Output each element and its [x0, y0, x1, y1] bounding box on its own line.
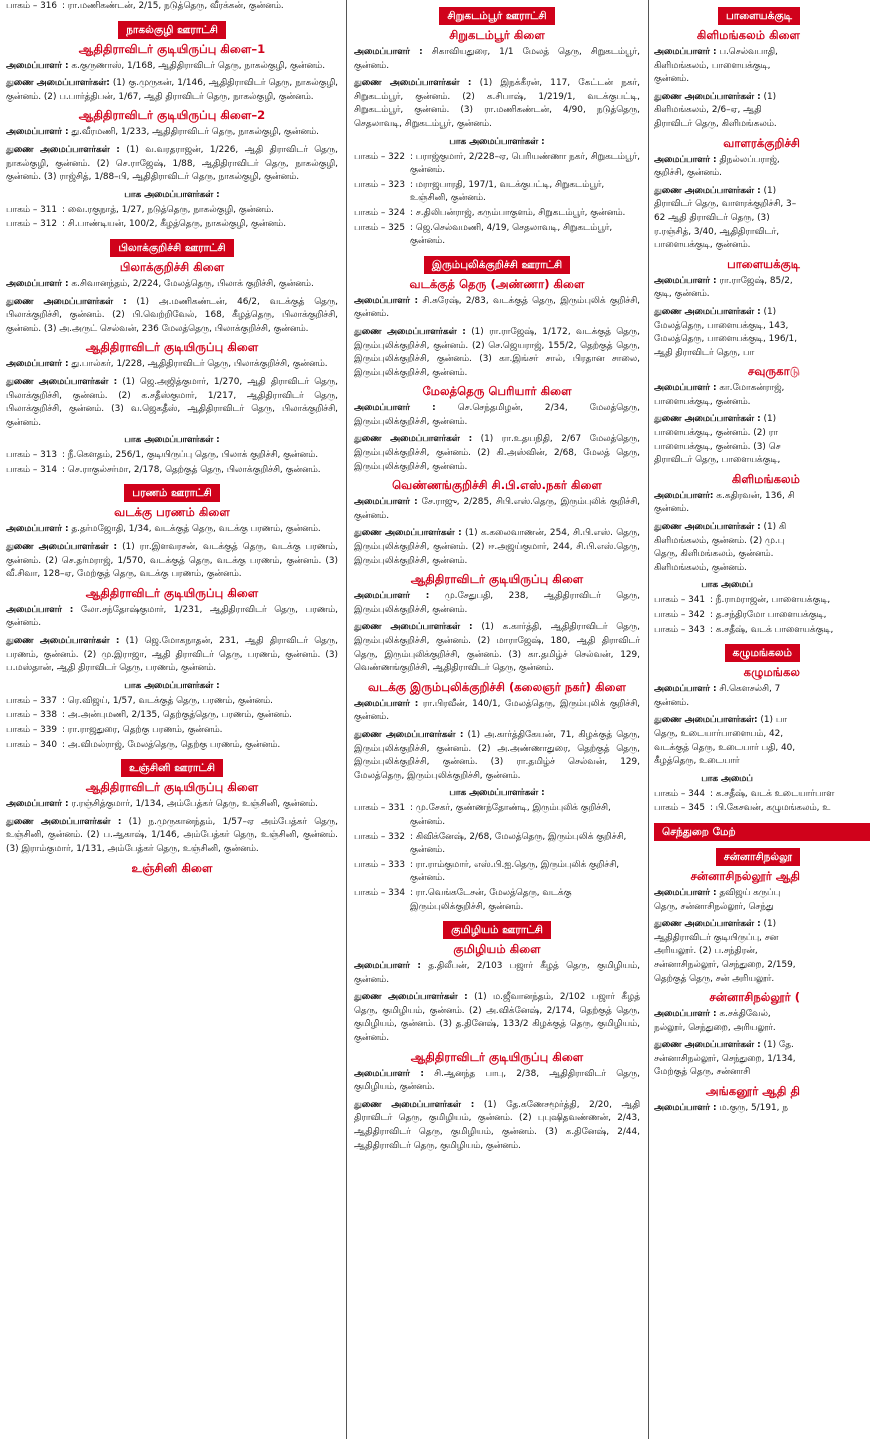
- branch-heading: பாளையக்குடி: [727, 256, 800, 271]
- organizer-entry: [6, 798, 338, 812]
- role-label: அமைப்பாளர் :: [6, 127, 69, 138]
- branch-heading: ஆதிதிராவிடர் குடியிருப்பு கிளை: [85, 780, 259, 795]
- branch-heading: ஆதிதிராவிடர் குடியிருப்பு கிளை: [410, 1049, 584, 1064]
- panchayat-banner: [654, 820, 874, 841]
- organizer-details: (1) ஜெ.மோகநாதன், 231, ஆதி திராவிடர் தெரு, பரணம், குன்னம். (2) மு.இராஜா, ஆதி திராவிடர் தெரு, பரணம், குன்னம். (3) ப.மஸ்தான், ஆதி திராவிடர் தெரு, பரணம், குன்னம்.: [6, 636, 338, 674]
- booth-organizer: : க.சதீஷ், வடக் பாளையக்குடி,: [710, 624, 834, 635]
- organizer-entry: [6, 296, 338, 337]
- organizer-details: (1) பாளையக்குடி, குன்னம். (2) ரா பாளையக்குடி, குன்னம். (3) செ திராவிடர் தெரு, பாளையக்குடி,: [654, 414, 781, 466]
- section-subheading: பாக அமைப்பாளர்கள் :: [124, 680, 220, 691]
- branch-heading: ஆதிதிராவிடர் குடியிருப்பு கிளை: [410, 572, 584, 587]
- booth-organizer: : ரா.ராம்குமார், எஸ்.பி.ஐ.தெரு, இரும்புலிக் குறிச்சி, குன்னம்.: [410, 859, 620, 884]
- branch-heading: ஆதிதிராவிடர் குடியிருப்பு கிளை: [85, 340, 259, 355]
- organizer-details: க.சிவானந்தம், 2/224, மேலத்தெரு, பிலாக் குறிச்சி, குன்னம்.: [68, 278, 314, 289]
- panchayat-banner: [654, 845, 800, 866]
- organizer-details: (1) திராவிடர் தெரு, வாளரக்குறிச்சி, 3–62 ஆதி திராவிடர் தெரு, (3) ர.ரஞ்சித், 3/40, ஆதிதிராவிடர், பாளையக்குடி, குன்னம்.: [654, 185, 797, 251]
- branch-heading: கிளிமங்கலம்: [731, 471, 800, 486]
- role-label: அமைப்பாளர் :: [6, 604, 74, 615]
- panchayat-banner: [6, 18, 338, 39]
- role-label: அமைப்பாளர் :: [654, 47, 717, 57]
- role-label: துணை அமைப்பாளர்கள்:: [6, 78, 110, 89]
- branch-heading: கழுமங்கல: [743, 665, 800, 680]
- organizer-entry: [354, 590, 640, 617]
- role-label: அமைப்பாளர் :: [654, 1103, 717, 1114]
- role-label: அமைப்பாளர் :: [354, 497, 418, 508]
- organizer-entry: [354, 698, 640, 725]
- organizer-details: க.கதிரவன், 136, சி குன்னம்.: [654, 490, 795, 515]
- organizer-details: க.சக்திவேல், நல்லூர், செந்துறை, அரியலூர்.: [654, 1009, 776, 1033]
- organizer-entry: [654, 1008, 800, 1035]
- organizer-entry: [6, 77, 338, 104]
- organizer-entry: [354, 1068, 640, 1095]
- booth-row: [354, 179, 640, 206]
- organizer-details: (1) கிளிமங்கலம், 2/6–ஏ, ஆதி திராவிடர் தெரு, கிளிமங்கலம்.: [654, 91, 777, 129]
- booth-row: [6, 204, 338, 218]
- booth-row: [354, 831, 640, 858]
- organizer-entry: [654, 382, 800, 409]
- panchayat-title: கழுமங்கலம்: [725, 644, 800, 662]
- column-divider: [346, 0, 347, 1439]
- role-label: துணை அமைப்பாளர்கள் :: [354, 528, 462, 539]
- organizer-details: (1) ரா.உதயநிதி, 2/67 மேலத்தெரு, இரும்புலிக்குறிச்சி, குன்னம். (2) கி.அஸ்வின், 2/68, மேலத் தெரு, இரும்புலிக்குறிச்சி, குன்னம்.: [354, 434, 640, 472]
- branch-heading: கிளிமங்கலம் கிளை: [696, 28, 800, 42]
- organizer-entry: [6, 635, 338, 676]
- role-label: துணை அமைப்பாளர்கள் :: [654, 414, 761, 425]
- role-label: அமைப்பாளர் :: [354, 591, 430, 602]
- section-subheading: பாக அமைப்: [701, 773, 753, 784]
- organizer-details: (1) ந.முருகானந்தம், 1/57–ஏ அம்பேத்கர் தெரு, உஞ்சினி, குன்னம். (2) ப.ஆகாஷ், 1/146, அம்பேத்கர் தெரு, உஞ்சினி, குன்னம். (3) இராம்குமார், 1/131, அம்பேத்கர் தெரு, உஞ்சினி, குன்னம்.: [6, 816, 338, 854]
- column-middle: [348, 0, 646, 1439]
- branch-heading: சன்னாசிநல்லூர் ஆதி: [690, 868, 800, 883]
- role-label: துணை அமைப்பாளர்கள் :: [6, 816, 122, 827]
- section-subheading: பாக அமைப்பாளர்கள் :: [449, 788, 545, 799]
- booth-number: பாகம் – 311: [6, 204, 58, 215]
- panchayat-title: நாகல்குழி ஊராட்சி: [118, 21, 226, 39]
- role-label: அமைப்பாளர் :: [6, 60, 69, 71]
- booth-organizer: : வை.ரகுநாத், 1/27, நடுத்தெரு, நாகல்குழி, குன்னம்.: [62, 204, 274, 215]
- organizer-details: கா.மோகன்ராஜ், பாளையக்குடி, குன்னம்.: [654, 383, 785, 407]
- organizer-details: ப.செல்வபாதி, கிளிமங்கலம், பாளையக்குடி, குன்னம்.: [654, 47, 778, 85]
- panchayat-banner: [354, 253, 640, 274]
- booth-number: பாகம் – 325: [354, 222, 406, 233]
- booth-row: [654, 609, 827, 623]
- booth-row: [6, 0, 338, 14]
- column-right: [650, 0, 835, 1439]
- panchayat-title: செந்துறை மேற்: [654, 823, 870, 841]
- panchayat-banner: [6, 756, 338, 777]
- organizer-details: (1) அ.கார்த்திகேயன், 71, கிழக்குத் தெரு, இரும்புலிக்குறிச்சி, குன்னம். (2) அ.அண்ணாதுரை, தெற்குத் தெரு, இரும்புலிக்குறிச்சி, குன்னம். (3) ரா.தமிழ்ச் செல்வன், 129, மேலத்தெரு, இரும்புலிக்குறிச்சி, குன்னம்.: [354, 729, 640, 781]
- role-label: துணை அமைப்பாளர்கள் :: [6, 296, 127, 307]
- branch-heading: ஆதிதிராவிடர் குடியிருப்பு கிளை: [85, 585, 259, 600]
- organizer-entry: [654, 1102, 800, 1116]
- branch-heading: ஆதிதிராவிடர் குடியிருப்பு கிளை–2: [78, 108, 266, 123]
- booth-organizer: : நீ.கௌதம், 256/1, குடியிருப்பு தெரு, பிலாக் குறிச்சி, குன்னம்.: [62, 450, 319, 461]
- role-label: அமைப்பாளர் :: [354, 1068, 424, 1079]
- booth-row: [654, 624, 834, 638]
- panchayat-banner: [654, 4, 800, 25]
- organizer-entry: [354, 326, 640, 380]
- organizer-details: ரா.ராஜேஷ், 85/2, குடி, குன்னம்.: [654, 275, 793, 300]
- organizer-entry: [6, 541, 338, 582]
- booth-row: [6, 695, 338, 709]
- role-label: துணை அமைப்பாளர்கள் :: [654, 185, 761, 196]
- organizer-entry: [354, 46, 640, 73]
- organizer-entry: [654, 683, 800, 710]
- booth-row: [654, 802, 831, 816]
- panchayat-title: சன்னாசிநல்லூ: [716, 848, 800, 866]
- panchayat-banner: [6, 481, 338, 502]
- organizer-entry: [654, 521, 800, 575]
- role-label: அமைப்பாளர் :: [6, 359, 69, 370]
- panchayat-title: குமிழியம் ஊராட்சி: [443, 921, 551, 939]
- role-label: துணை அமைப்பாளர்கள் :: [354, 1099, 475, 1110]
- role-label: துணை அமைப்பாளர்கள் :: [654, 1040, 761, 1051]
- organizer-entry: [654, 714, 800, 768]
- panchayat-title: பரணம் ஊராட்சி: [124, 484, 219, 502]
- organizer-details: சே.ராஜு, 2/285, சிபி.எஸ்.தெரு, இரும்புலிக் குறிச்சி, குன்னம்.: [354, 497, 640, 521]
- role-label: துணை அமைப்பாளர்கள் :: [354, 434, 473, 445]
- organizer-details: (1) க.கார்த்தி, ஆதிதிராவிடர் தெரு, இரும்புலிக்குறிச்சி, குன்னம். (2) மாராஜேஷ், 180, ஆதி திராவிடர் தெரு, இரும்புலிக்குறிச்சி, குன்னம். (3) கா.தமிழ்ச் செல்வன், 129, வெண்ணங்குறிச்சி, ஆதிதிராவிடர் தெரு, குன்னம்.: [354, 622, 640, 674]
- role-label: துணை அமைப்பாளர்கள் :: [354, 992, 468, 1003]
- organizer-details: ம.குரு, 5/191, ந: [716, 1103, 788, 1114]
- column-divider: [648, 0, 649, 1439]
- booth-row: [6, 218, 338, 232]
- booth-number: பாகம் – 343: [654, 624, 706, 635]
- branch-heading: மேலத்தெரு பெரியார் கிளை: [422, 384, 572, 399]
- role-label: துணை அமைப்பாளர்கள் :: [6, 636, 120, 647]
- booth-number: பாகம் – 340: [6, 739, 58, 750]
- organizer-entry: [654, 918, 800, 986]
- booth-row: [354, 222, 640, 249]
- organizer-details: து.பால்கர், 1/228, ஆதிதிராவிடர் தெரு, பிலாக்குறிச்சி, குன்னம்.: [68, 359, 328, 370]
- booth-row: [354, 802, 640, 829]
- organizer-entry: [354, 402, 640, 429]
- panchayat-banner: [354, 918, 640, 939]
- role-label: அமைப்பாளர்:: [654, 490, 714, 501]
- organizer-details: (1) மேலத்தெரு, பாளையக்குடி, 143, மேலத்தெரு, பாளையக்குடி, 196/1, ஆதி திராவிடர் தெரு, பா: [654, 306, 798, 358]
- branch-heading: வடக்கு பரணம் கிளை: [114, 505, 230, 520]
- booth-row: [354, 207, 640, 221]
- booth-row: [654, 594, 831, 608]
- panchayat-banner: [654, 641, 800, 662]
- booth-organizer: : த.சந்திரமோ பாளையக்குடி,: [710, 610, 827, 620]
- organizer-entry: [6, 816, 338, 857]
- role-label: துணை அமைப்பாளர்கள் :: [654, 919, 761, 930]
- booth-number: பாகம் – 314: [6, 464, 58, 475]
- organizer-details: த.தர்மஜோதி, 1/34, வடக்குத் தெரு, வடக்கு பரணம், குன்னம்.: [68, 524, 321, 535]
- booth-row: [354, 151, 640, 178]
- organizer-details: மு.சேதுபதி, 238, ஆதிதிராவிடர் தெரு, இரும்புலிக்குறிச்சி, குன்னம்.: [354, 591, 640, 615]
- role-label: துணை அமைப்பாளர்கள் :: [654, 306, 761, 317]
- role-label: அமைப்பாளர் :: [354, 961, 421, 972]
- role-label: அமைப்பாளர் :: [354, 698, 419, 709]
- role-label: துணை அமைப்பாளர்கள் :: [6, 144, 120, 155]
- organizer-details: சி.ஆனந்த பாபு, 2/38, ஆதிதிராவிடர் தெரு, குமிழியம், குன்னம்.: [354, 1068, 640, 1093]
- organizer-entry: [6, 60, 338, 74]
- organizer-details: த.திலீபன், 2/103 பஜார் கீழத் தெரு, குமிழியம், குன்னம்.: [354, 961, 640, 985]
- organizer-entry: [654, 490, 800, 517]
- organizer-entry: [654, 154, 800, 181]
- booth-number: பாகம் – 338: [6, 710, 58, 721]
- column-left: [0, 0, 344, 1439]
- organizer-entry: [654, 185, 800, 253]
- booth-organizer: : செ.ராகுல்சர்மா, 2/178, தெற்குத் தெரு, பிலாக்குறிச்சி, குன்னம்.: [62, 464, 321, 475]
- organizer-entry: [354, 729, 640, 783]
- branch-heading: வெண்ணங்குறிச்சி சி.பி.எஸ்.நகர் கிளை: [392, 478, 602, 493]
- organizer-entry: [654, 275, 800, 302]
- branch-heading: வடக்குத் தெரு (அண்ணா) கிளை: [409, 276, 585, 291]
- organizer-entry: [354, 496, 640, 523]
- organizer-entry: [6, 523, 338, 537]
- organizer-entry: [354, 960, 640, 987]
- booth-number: பாகம் – 345: [654, 803, 706, 814]
- role-label: அமைப்பாளர் :: [654, 1009, 717, 1020]
- organizer-entry: [6, 144, 338, 185]
- organizer-entry: [6, 126, 338, 140]
- branch-heading: வாளரக்குறிச்சி: [723, 135, 800, 150]
- role-label: துணை அமைப்பாளர்கள் :: [6, 376, 118, 387]
- organizer-details: திநல்லப்பராஜ், குறிச்சி, குன்னம்.: [654, 154, 780, 179]
- organizer-details: சி.சுரேஷ், 2/83, வடக்குத் தெரு, இரும்புலிக் குறிச்சி, குன்னம்.: [354, 295, 640, 320]
- role-label: துணை அமைப்பாளர்கள் :: [354, 622, 473, 633]
- organizer-details: லோ.சந்தோஷ்குமார், 1/231, ஆதிதிராவிடர் தெரு, பரணம், குன்னம்.: [6, 604, 338, 629]
- role-label: அமைப்பாளர் :: [6, 278, 69, 289]
- organizer-details: தவிஜய் கருப்பு தெரு, சன்னாசிநல்லூர், செந்து: [654, 887, 781, 912]
- booth-number: பாகம் – 332: [354, 831, 406, 842]
- organizer-entry: [354, 295, 640, 322]
- organizer-entry: [6, 376, 338, 430]
- panchayat-title: பாளையக்குடி: [718, 7, 800, 25]
- role-label: துணை அமைப்பாளர்கள் :: [354, 729, 464, 740]
- booth-number: பாகம் – 316: [6, 1, 58, 11]
- branch-heading: ஆதிதிராவிடர் குடியிருப்பு கிளை–1: [78, 41, 266, 56]
- booth-row: [6, 464, 338, 478]
- booth-number: பாகம் – 333: [354, 859, 406, 870]
- booth-organizer: : அ.அன்புமணி, 2/135, தெற்குத்தெரு, பரணம், குன்னம்.: [62, 710, 292, 721]
- booth-organizer: : அ.விமல்ராஜ், மேலத்தெரு, தெற்கு பரணம், குன்னம்.: [62, 739, 281, 750]
- booth-number: பாகம் – 331: [354, 803, 406, 814]
- organizer-entry: [354, 991, 640, 1045]
- organizer-details: (1) ரா.ராஜேஷ், 1/172, வடக்குத் தெரு, இரும்புலிக்குறிச்சி, குன்னம். (2) செ.ஜெயராஜ், 155/2, தெற்குத் தெரு, இரும்புலிக்குறிச்சி, குன்னம். (3) கா.இங்சர் சால், பிரதான சாலை, இரும்புலிக்குறிச்சி, குன்னம்.: [354, 326, 640, 378]
- organizer-details: து.வீரமணி, 1/233, ஆதிதிராவிடர் தெரு, நாகல்குழி, குன்னம்.: [68, 127, 319, 138]
- organizer-entry: [354, 77, 640, 131]
- organizer-details: (1) தே.கணேசமூர்த்தி, 2/20, ஆதி திராவிடர் தெரு, குமிழியம், குன்னம். (2) புபுஷிதவண்ணன், 2/43, ஆதிதிராவிடர் தெரு, குமிழியம், குன்னம். (3) க.தினேஷ், 2/44, ஆதிதிராவிடர் தெரு, குமிழியம், குன்னம்.: [354, 1099, 641, 1151]
- organizer-details: ரா.பிரவீன், 140/1, மேலத்தெரு, இரும்புலிக் குறிச்சி, குன்னம்.: [354, 698, 640, 723]
- organizer-entry: [354, 527, 640, 568]
- booth-number: பாகம் – 337: [6, 695, 58, 706]
- booth-organizer: : மராஜபாரதி, 197/1, வடக்குபட்டி, சிறுகடம்பூர், உஞ்சினி, குன்னம்.: [410, 179, 605, 204]
- organizer-details: (1) அ.மணிகண்டன், 46/2, வடக்குத் தெரு, பிலாக்குறிச்சி, குன்னம். (2) பி.வெற்றிவேல், 168, கீழத்தெரு, பிலாக்குறிச்சி, குன்னம். (3) அ.அருட் செல்வன், 236 மேலத்தெரு, பிலாக்குறிச்சி, குன்னம்.: [6, 296, 338, 334]
- role-label: அமைப்பாளர் :: [354, 403, 436, 414]
- booth-organizer: : கிவிக்னேஷ், 2/68, மேலத்தெரு, இரும்புலிக் குறிச்சி, குன்னம்.: [410, 831, 627, 856]
- booth-organizer: : மு.சேகர், குண்ணந்தோண்டி, இரும்புலிக் குறிச்சி, குன்னம்.: [410, 803, 611, 827]
- booth-organizer: : ரெ.விஜய், 1/57, வடக்குத் தெரு, பரணம், குன்னம்.: [62, 695, 273, 706]
- role-label: அமைப்பாளர் :: [654, 275, 717, 286]
- role-label: துணை அமைப்பாளர்கள்:: [654, 715, 758, 726]
- role-label: அமைப்பாளர் :: [654, 887, 717, 898]
- booth-number: பாகம் – 312: [6, 219, 58, 230]
- organizer-details: சி.கௌசல்சி, 7 குன்னம்.: [654, 684, 781, 708]
- organizer-entry: [6, 604, 338, 631]
- booth-organizer: : பராஜ்குமார், 2/228–ஏ, பெரியண்ணா நகர், சிறுகடம்பூர், குன்னம்.: [410, 151, 640, 176]
- booth-row: [6, 724, 338, 738]
- booth-number: பாகம் – 322: [354, 151, 406, 162]
- role-label: துணை அமைப்பாளர்கள் :: [654, 91, 761, 102]
- panchayat-banner: [354, 4, 640, 25]
- organizer-entry: [6, 358, 338, 372]
- organizer-entry: [354, 1099, 640, 1153]
- role-label: துணை அமைப்பாளர்கள் :: [354, 78, 472, 89]
- branch-heading: வடக்கு இரும்புலிக்குறிச்சி (கலைஞர் நகர்) கிளை: [368, 679, 626, 694]
- role-label: துணை அமைப்பாளர்கள் :: [354, 326, 466, 337]
- organizer-details: (1) கி கிளிமங்கலம், குன்னம். (2) மு.பு தெரு, கிளிமங்கலம், குன்னம். கிளிமங்கலம், குன்னம்.: [654, 522, 787, 573]
- branch-heading: சிறுகடம்பூர் கிளை: [449, 28, 545, 42]
- branch-heading: அங்கனூர் ஆதி தி: [705, 1084, 800, 1099]
- booth-organizer: : நீ.ராமராஜன், பாளையக்குடி,: [710, 595, 831, 606]
- section-subheading: பாக அமைப்: [701, 580, 753, 591]
- organizer-details: (1) க.கலைவாணன், 254, சி.பி.எஸ். தெரு, இரும்புலிக்குறிச்சி, குன்னம். (2) ஈ.அஜய்குமார், 244, சி.பி.எஸ்.தெரு, இரும்புலிக்குறிச்சி, குன்னம்.: [354, 528, 640, 566]
- booth-number: பாகம் – 341: [654, 595, 706, 606]
- section-subheading: பாக அமைப்பாளர்கள் :: [124, 189, 220, 200]
- booth-organizer: : ரா.ராஜதுரை, தெற்கு பரணம், குன்னம்.: [62, 725, 223, 735]
- organizer-entry: [654, 91, 800, 132]
- booth-organizer: : க.சதீஷ், வடக் உடையார்பாள: [710, 788, 835, 799]
- organizer-entry: [6, 278, 338, 292]
- branch-heading: சவுருகாடு: [747, 364, 800, 379]
- booth-number: பாகம் – 339: [6, 725, 58, 735]
- organizer-entry: [354, 621, 640, 675]
- role-label: அமைப்பாளர் :: [354, 295, 419, 306]
- branch-heading: பிலாக்குறிச்சி கிளை: [119, 259, 225, 274]
- role-label: அமைப்பாளர் :: [354, 47, 423, 57]
- organizer-details: (1) ம.ஜீவானந்தம், 2/102 பஜார் கீழத் தெரு, குமிழியம், குன்னம். (2) அ.விக்னேஷ், 2/174, தெற்குத் தெரு, குமிழியம், குன்னம். (3) த.தினேஷ், 133/2 கிழக்குத் தெரு, குமிழியம், குன்னம்.: [354, 992, 640, 1044]
- branch-heading: சன்னாசிநல்லூர் (: [709, 990, 800, 1005]
- organizer-entry: [654, 1039, 800, 1080]
- booth-number: பாகம் – 342: [654, 610, 706, 620]
- organizer-details: (1) ஆதிதிராவிடர் குடியிருப்பு, சன அரியலூர். (2) ப.சந்திரன், சன்னாசிநல்லூர், செந்துறை, 2/159, தெற்குத் தெரு, சன் அரியலூர்.: [654, 919, 796, 984]
- panchayat-title: சிறுகடம்பூர் ஊராட்சி: [439, 7, 554, 25]
- organizer-details: சிகாவியதுரை, 1/1 மேலத் தெரு, சிறுகடம்பூர், குன்னம்.: [354, 47, 640, 71]
- branch-heading: உஞ்சினி கிளை: [131, 860, 213, 875]
- organizer-details: (1) ரா.இளவரசன், வடக்குத் தெரு, வடக்கு பரணம், குன்னம். (2) செ.தர்மராஜ், 1/570, வடக்குத் தெரு, வடக்கு பரணம், குன்னம். (3) வீ.சிவா, 128–ஏ, மேற்குத் தெரு, வடக்கு பரணம், குன்னம்.: [6, 542, 338, 580]
- booth-row: [6, 739, 338, 753]
- panchayat-title: இரும்புலிக்குறிச்சி ஊராட்சி: [424, 256, 570, 274]
- booth-row: [654, 788, 835, 802]
- section-subheading: பாக அமைப்பாளர்கள் :: [124, 435, 220, 446]
- booth-organizer: : ரா.மணிகண்டன், 2/15, நடுத்தெரு, வீரக்கன், குன்னம்.: [62, 1, 284, 11]
- role-label: துணை அமைப்பாளர்கள் :: [654, 522, 761, 533]
- organizer-entry: [654, 306, 800, 360]
- organizer-details: ர.ரஞ்சித்குமார், 1/134, அம்பேத்கர் தெரு, உஞ்சினி, குன்னம்.: [68, 799, 318, 810]
- organizer-details: (1) பா தெரு, உடையார்பாளையம், 42, வடக்குத் தெரு, உடையார் பதி, 40, கீழத்தெரு, உடையார்: [654, 715, 796, 767]
- booth-organizer: : சி.பாண்டியன், 100/2, கீழத்தெரு, நாகல்குழி, குன்னம்.: [62, 219, 287, 230]
- booth-organizer: : பி.கேசவன், கழுமங்கலம், உ: [710, 803, 831, 814]
- booth-number: பாகம் – 323: [354, 179, 406, 190]
- role-label: அமைப்பாளர் :: [654, 684, 717, 695]
- organizer-details: (1) இநக்கீரன், 117, கேட்டன் நகர், சிறுகடம்பூர், குன்னம். (2) க.சிபாஷ், 1/219/1, வடக்குபட்டி, சிறுகடம்பூர், குன்னம். (3) ரா.மணிகண்டன், 4/90, நடுத்தெரு, செதலாவடி, சிறுகடம்பூர், குன்னம்.: [354, 78, 640, 129]
- booth-number: பாகம் – 334: [354, 887, 406, 898]
- organizer-entry: [354, 433, 640, 474]
- section-subheading: பாக அமைப்பாளர்கள் :: [449, 136, 545, 147]
- organizer-entry: [654, 413, 800, 467]
- organizer-details: (1) ஜெ.அஜித்குமார், 1/270, ஆதி திராவிடர் தெரு, பிலாக்குறிச்சி, குன்னம். (2) க.சதீஸ்குமார், 1/217, ஆதிதிராவிடர் தெரு, பிலாக்குறிச்சி, குன்னம். (3) வ.ஜெகதீஸ், ஆதிதிராவிடர் தெரு, பிலாக்குறிச்சி, குன்னம்.: [6, 376, 338, 428]
- booth-number: பாகம் – 324: [354, 207, 406, 218]
- panchayat-title: பிலாக்குறிச்சி ஊராட்சி: [110, 239, 233, 257]
- booth-organizer: : ச.திலிபன்ராஜ், கரும்பாகுளம், சிறுகடம்பூர், குன்னம்.: [410, 207, 626, 218]
- booth-number: பாகம் – 344: [654, 788, 706, 799]
- role-label: துணை அமைப்பாளர்கள் :: [6, 542, 118, 553]
- booth-row: [354, 859, 640, 886]
- branch-heading: குமிழியம் கிளை: [453, 942, 541, 957]
- organizer-details: க.குருணாஸ், 1/168, ஆதிதிராவிடர் தெரு, நாகல்குழி, குன்னம்.: [68, 60, 326, 71]
- booth-organizer: : ரா.வெங்கடேசன், மேலத்தெரு, வடக்கு இரும்புலிக்குறிச்சி, குன்னம்.: [410, 887, 572, 912]
- role-label: அமைப்பாளர் :: [6, 799, 69, 810]
- organizer-entry: [654, 887, 800, 914]
- organizer-details: செ.செந்தமிழன், 2/34, மேலத்தெரு, இரும்புலிக்குறிச்சி, குன்னம்.: [354, 403, 640, 427]
- panchayat-title: உஞ்சினி ஊராட்சி: [121, 759, 223, 777]
- organizer-details: (1) தே. சன்னாசிநல்லூர், செந்துறை, 1/134, மேற்குத் தெரு, சன்னாசி: [654, 1040, 796, 1078]
- organizer-entry: [654, 46, 800, 87]
- role-label: அமைப்பாளர் :: [6, 524, 69, 535]
- booth-row: [6, 449, 338, 463]
- organizer-details: (1) வ.வரதராஜன், 1/226, ஆதி திராவிடர் தெரு, நாகல்குழி, குன்னம். (2) செ.ராஜேஷ், 1/88, ஆதிதிராவிடர் தெரு, நாகல்குழி, குன்னம். (3) ராஜ்சித், 1/88–பி, ஆதிதிராவிடர் தெரு, நாகல்குழி, குன்னம்.: [6, 144, 338, 183]
- role-label: அமைப்பாளர் :: [654, 154, 717, 165]
- booth-number: பாகம் – 313: [6, 450, 58, 461]
- booth-organizer: : ஜெ.செல்வமணி, 4/19, செதலாவடி, சிறுகடம்பூர், குன்னம்.: [410, 222, 613, 247]
- panchayat-banner: [6, 236, 338, 257]
- booth-row: [6, 709, 338, 723]
- booth-row: [354, 887, 640, 914]
- role-label: அமைப்பாளர் :: [654, 383, 717, 394]
- organizer-details: (1) கு.முருகன், 1/146, ஆதிதிராவிடர் தெரு, நாகல்குழி, குன்னம். (2) ப.பார்த்திபன், 1/67, ஆதி திராவிடர் தெரு, நாகல்குழி, குன்னம்.: [6, 78, 339, 102]
